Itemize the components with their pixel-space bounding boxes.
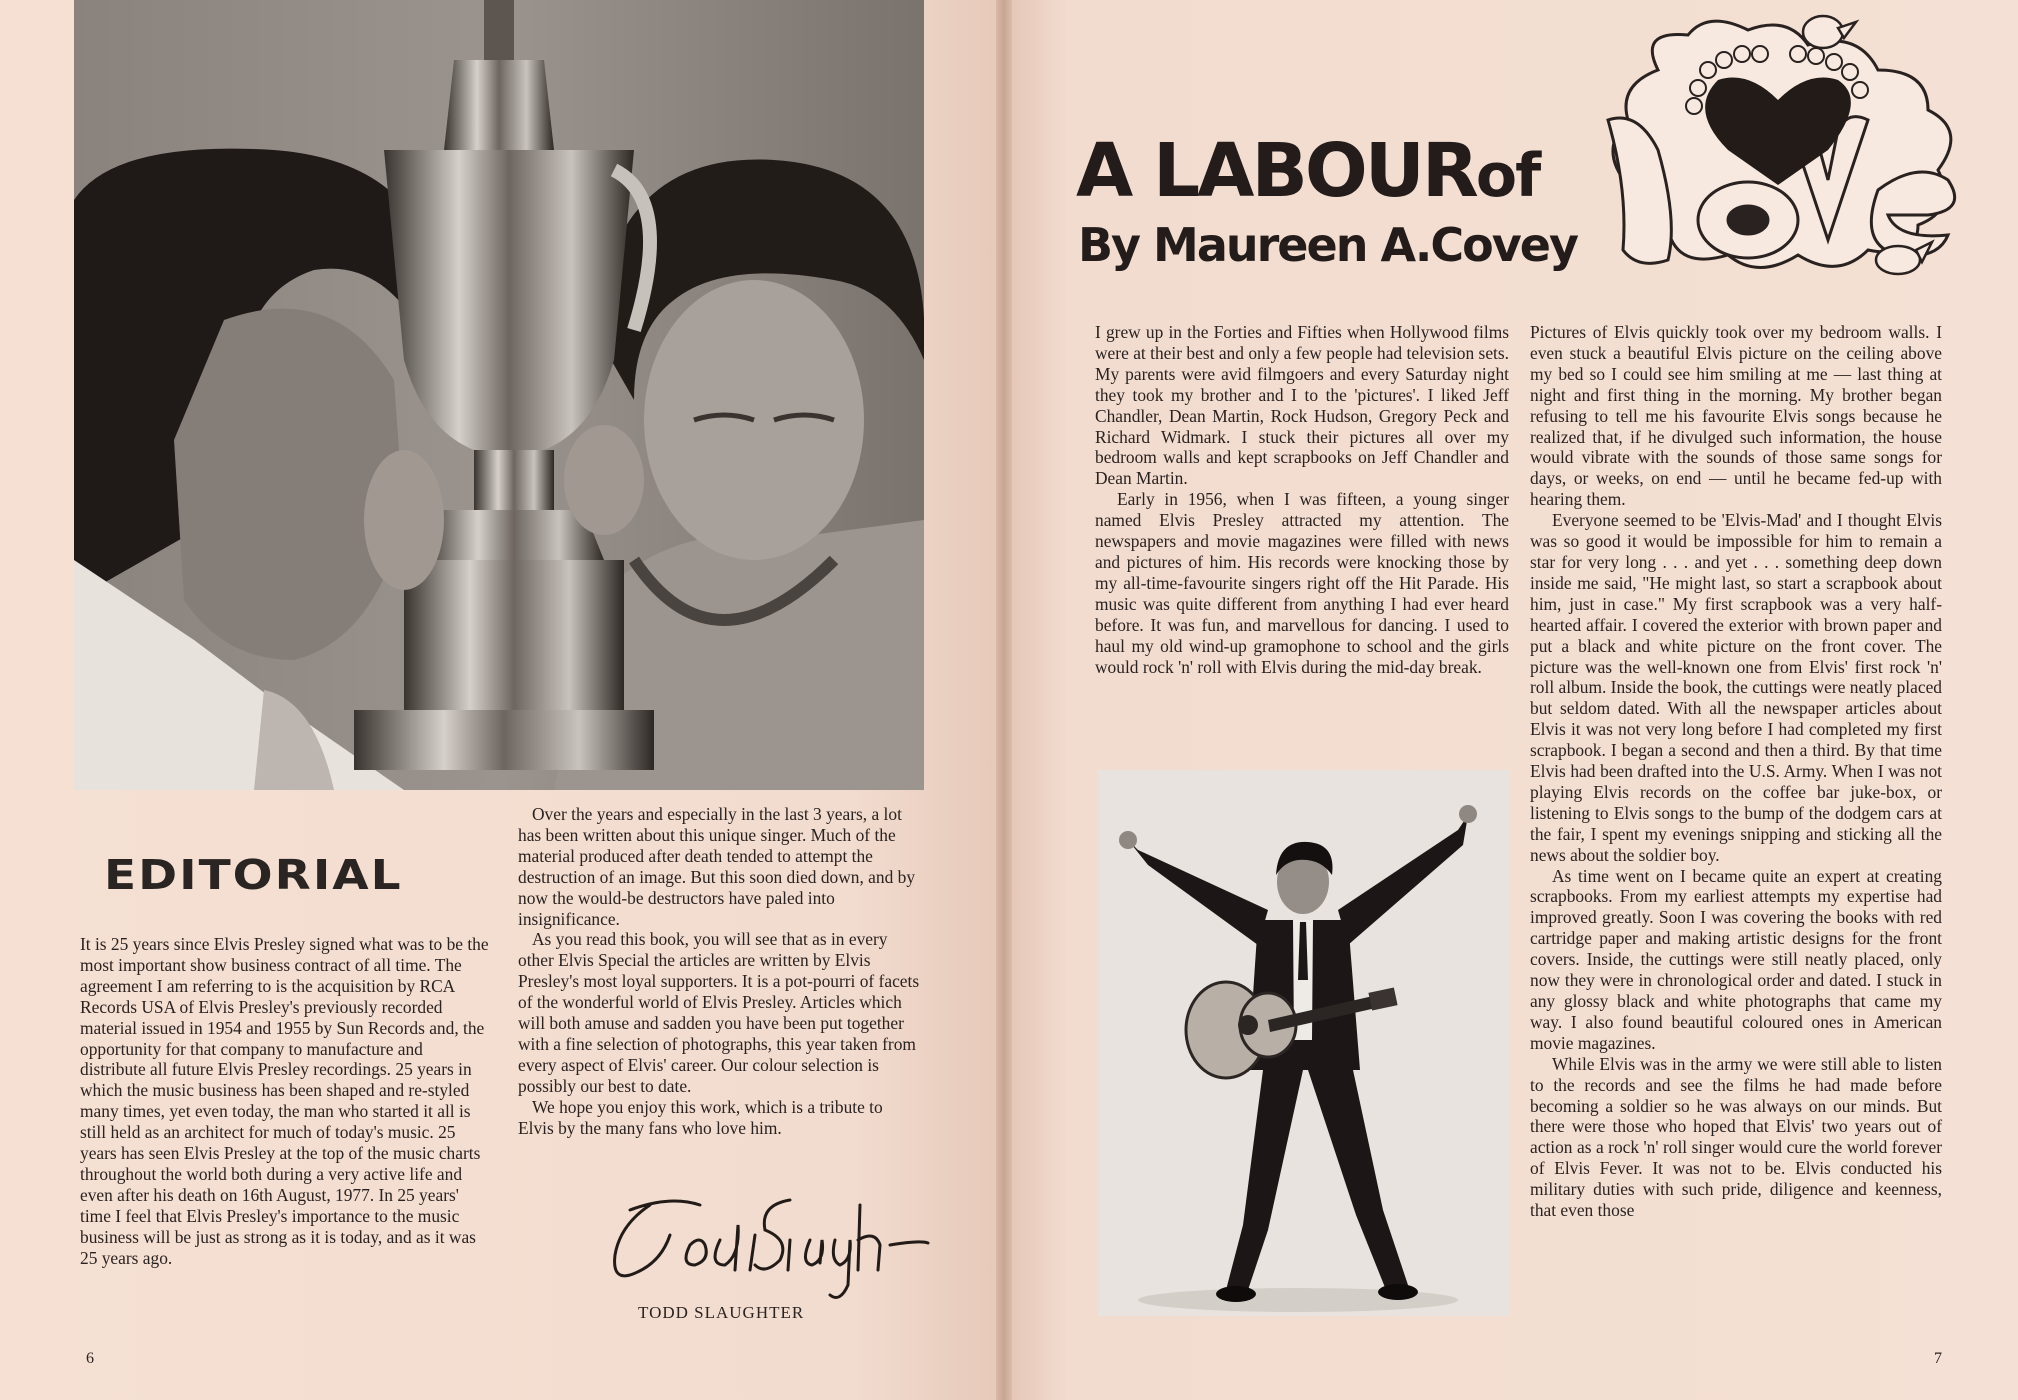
photo-elvis-with-guitar [1098,770,1510,1316]
article-paragraph: Everyone seemed to be 'Elvis-Mad' and I thought Elvis was so good it would be impossible for him to remain a star for very long . . . and yet . . . something deep down inside me said, "He might last, so start a scrapbook about him, just in case." My first scrapbook was a very half-hearted affair. I covered the exterior with brown paper and put a black and white picture on the front cover. The picture was the well-known one from Elvis' first rock 'n' roll album. Inside the book, the cuttings were neatly placed but seldom dated. With all the newspaper articles about Elvis it was not very long before I had completed my first scrapbook. I began a second and then a third. By that time Elvis had been drafted into the U.S. Army. When I was not playing Elvis records on the coffee bar juke-box, or listening to Elvis songs to the bump of the dodgem cars at the fair, I spent my evenings snipping and sticking all the news about the soldier boy. [1530,510,1942,865]
editor-signature [590,1185,930,1305]
article-paragraph: As time went on I became quite an expert at creating scrapbooks. From my earliest attempts my expertise had improved greatly. Soon I was covering the books with red cartridge paper and making artistic designs for the front covers. Inside, the cuttings were still neatly placed, only now they were in chronological order and dated. I stuck in any glossy black and white photographs that came my way. I also found beautiful coloured ones in American movie magazines. [1530,865,1942,1053]
editorial-paragraph: It is 25 years since Elvis Presley signed what was to be the most important show business contract of all time. The agreement I am referring to is the acquisition by RCA Records USA of Elvis Presley's previously recorded material issued in 1954 and 1955 by Sun Records and, the opportunity for that company to manufacture and distribute all future Elvis Presley recordings. 25 years in which the music business has been shaped and re-styled many times, yet even today, the man who started it all is still held as an architect for much of today's music. 25 years has seen Elvis Presley at the top of the music charts throughout the world both during a very active life and even after his death on 16th August, 1977. In 25 years' time I feel that Elvis Presley's importance to the music business will be just as strong as it is today, and as it was 25 years ago. [80,934,489,1268]
love-illustration [1598,10,1978,284]
article-paragraph: While Elvis was in the army we were still able to listen to the records and see the films he had made before becoming a soldier so he was always on our minds. But there were those who hoped that Elvis' two years out of action as a rock 'n' roll singer would cure the world forever of Elvis Fever. It was not to be. Elvis conducted his military duties with such pride, diligence and keenness, that even those [1530,1053,1942,1221]
spine-gutter [996,0,1012,1400]
editorial-heading: EDITORIAL [104,851,403,900]
article-paragraph: Pictures of Elvis quickly took over my bedroom walls. I even stuck a beautiful Elvis picture on the ceiling above my bed so I could see him smiling at me — last thing at night and first thing in the morning. My brother began refusing to tell me his favourite Elvis songs because he realized that, if he divulged such information, the house would vibrate with the sounds of those same songs for days, or weeks, on end — until he became fed-up with hearing them. [1530,322,1942,510]
page-number-right: 7 [1934,1350,1942,1367]
article-column-2 [1530,322,1942,1221]
article-paragraph: Early in 1956, when I was fifteen, a young singer named Elvis Presley attracted my attention. The newspapers and movie magazines were filled with news and pictures of him. His records were knocking those by my all-time-favourite singers right off the Hit Parade. His music was quite different from anything I had ever heard before. It was fun, and marvellous for dancing. I used to haul my old wind-up gramophone to school and the girls would rock 'n' roll with Elvis during the mid-day break. [1095,489,1509,677]
title-of: of [1475,141,1540,211]
article-title [1076,128,1540,214]
editorial-left-column [80,934,489,1269]
article-paragraph: I grew up in the Forties and Fifties when Hollywood films were at their best and only a few people had television sets. My parents were avid filmgoers and every Saturday night they took my brother and I to the 'pictures'. I liked Jeff Chandler, Dean Martin, Rock Hudson, Gregory Peck and Richard Widmark. I stuck their pictures all over my bedroom walls and kept scrapbooks on Jeff Chandler and Dean Martin. [1095,322,1509,489]
page-number-left: 6 [86,1350,94,1367]
article-byline: By Maureen A.Covey [1078,218,1577,272]
editorial-paragraph: We hope you enjoy this work, which is a tribute to Elvis by the many fans who love him. [518,1096,883,1138]
signer-name: TODD SLAUGHTER [638,1303,805,1322]
photo-elvis-with-trophy [74,0,924,790]
editorial-paragraph: As you read this book, you will see that as in every other Elvis Special the articles are written by Elvis Presley's most loyal supporters. It is a pot-pourri of facets of the wonderful world of Elvis Presley. Articles which will both amuse and sadden you have been put together with a fine selection of photographs, this year taken from every aspect of Elvis' career. Our colour selection is possibly our best to date. [518,929,920,1096]
editorial-paragraph: Over the years and especially in the last 3 years, a lot has been written about this unique singer. Much of the material produced after death tended to attempt the destruction of an image. But this soon died down, and by now the would-be destructors have paled into insignificance. [518,804,916,929]
article-column-1 [1095,322,1509,677]
editorial-right-column [518,804,922,1139]
title-main: A LABOUR [1076,128,1476,214]
